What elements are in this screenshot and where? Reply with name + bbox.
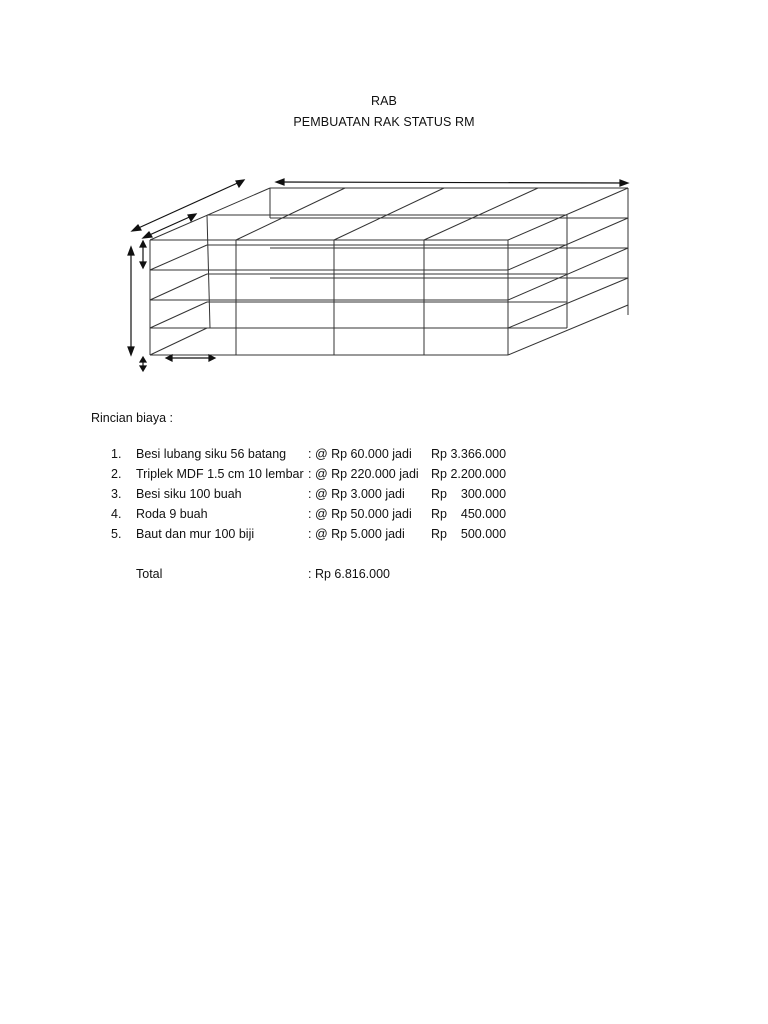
arrowhead-depth-start xyxy=(132,225,141,231)
item-number: 2. xyxy=(111,467,122,481)
rack-left-diag-1 xyxy=(150,245,207,270)
arrowhead-bw-left xyxy=(166,355,172,361)
arrowhead-inner-depth-end xyxy=(188,214,196,221)
arrowhead-inner-depth-start xyxy=(143,232,152,238)
document-subtitle: PEMBUATAN RAK STATUS RM xyxy=(293,115,475,129)
rack-left-diag-3 xyxy=(150,302,207,328)
list-item xyxy=(0,444,768,464)
arrowhead-wheel-bottom xyxy=(140,366,146,371)
arrowhead-left xyxy=(276,179,284,185)
item-total: Rp 2.200.000 xyxy=(431,467,507,481)
arrowhead-gap-top xyxy=(140,241,146,247)
item-total: Rp 3.366.000 xyxy=(431,447,507,461)
list-item xyxy=(0,524,768,544)
item-unit-price: : @ Rp 5.000 jadi xyxy=(308,527,405,541)
list-item xyxy=(0,504,768,524)
rack-right-diag-1 xyxy=(508,218,628,270)
rack-top-right-diagonal xyxy=(508,188,628,240)
item-total: Rp 500.000 xyxy=(431,527,507,541)
rack-left-diag-2 xyxy=(150,274,207,300)
item-unit-price: : @ Rp 60.000 jadi xyxy=(308,447,412,461)
arrowhead-height-top xyxy=(128,247,134,255)
item-description: Triplek MDF 1.5 cm 10 lembar xyxy=(136,467,304,481)
arrowhead-wheel-top xyxy=(140,357,146,362)
item-description: Baut dan mur 100 biji xyxy=(136,527,255,541)
cost-breakdown-heading: Rincian biaya : xyxy=(91,411,173,425)
item-number: 1. xyxy=(111,447,122,461)
rack-right-diag-4 xyxy=(508,305,628,355)
rack-top-divider-3 xyxy=(424,188,538,240)
document-title: RAB xyxy=(370,94,397,108)
total-row xyxy=(0,564,768,584)
rack-inner-post-left xyxy=(207,215,210,328)
item-number: 3. xyxy=(111,487,122,501)
item-description: Besi siku 100 buah xyxy=(136,487,242,501)
item-number: 5. xyxy=(111,527,122,541)
item-description: Roda 9 buah xyxy=(136,507,208,521)
list-item xyxy=(0,464,768,484)
rack-right-diag-3 xyxy=(508,278,628,328)
item-unit-price: : @ Rp 50.000 jadi xyxy=(308,507,412,521)
item-total: Rp 300.000 xyxy=(431,487,507,501)
item-description: Besi lubang siku 56 batang xyxy=(136,447,287,461)
arrowhead-bw-right xyxy=(209,355,215,361)
total-value: : Rp 6.816.000 xyxy=(308,567,391,581)
list-item xyxy=(0,484,768,504)
rack-left-diag-4 xyxy=(150,328,207,355)
arrowhead-depth-end xyxy=(236,180,244,187)
arrowhead-right xyxy=(620,180,628,186)
item-number: 4. xyxy=(111,507,122,521)
arrowhead-height-bottom xyxy=(128,347,134,355)
rack-top-divider-2 xyxy=(334,188,444,240)
rack-diagram xyxy=(0,0,768,400)
dimension-length-arrow xyxy=(278,182,626,183)
item-unit-price: : @ Rp 3.000 jadi xyxy=(308,487,405,501)
dimension-inner-depth-arrow xyxy=(145,215,194,237)
item-unit-price: : @ Rp 220.000 jadi xyxy=(308,467,419,481)
arrowhead-gap-bottom xyxy=(140,262,146,268)
item-total: Rp 450.000 xyxy=(431,507,507,521)
total-label: Total xyxy=(136,567,163,581)
dimension-depth-arrow xyxy=(134,181,242,230)
